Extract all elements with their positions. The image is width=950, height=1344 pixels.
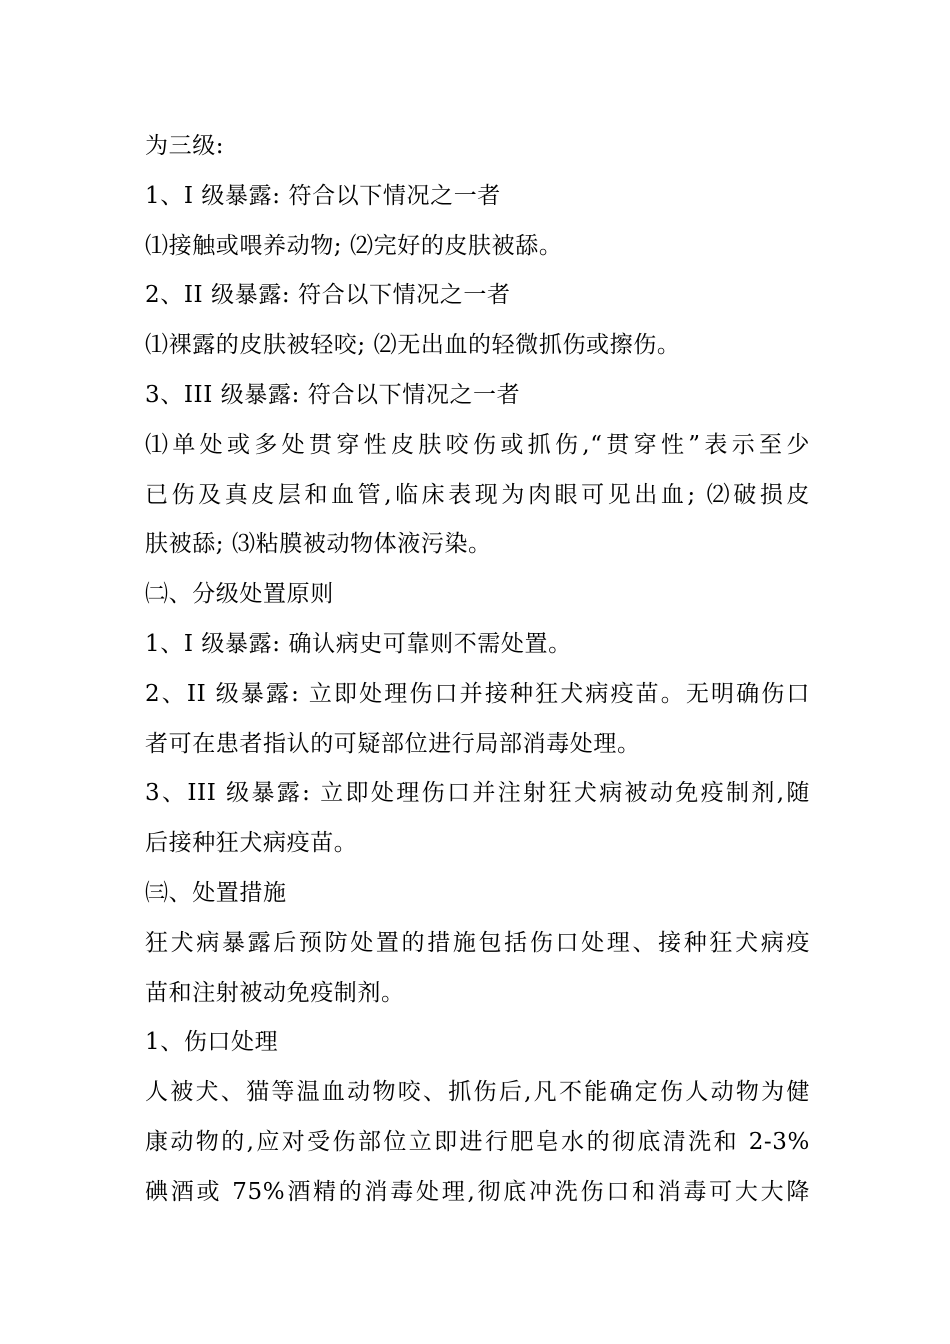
text-line: 人被犬、猫等温血动物咬、抓伤后,凡不能确定伤人动物为健 xyxy=(145,1079,810,1106)
text-line: 康动物的,应对受伤部位立即进行肥皂水的彻底清洗和 2-3% xyxy=(145,1128,810,1155)
text-line: 已伤及真皮层和血管,临床表现为肉眼可见出血; ⑵破损皮 xyxy=(145,481,810,508)
section-heading: 3、III 级暴露: 符合以下情况之一者 xyxy=(145,381,521,408)
document-body xyxy=(145,122,810,1218)
section-heading: 1、I 级暴露: 符合以下情况之一者 xyxy=(145,182,501,209)
text-line: 3、III 级暴露: 立即处理伤口并注射狂犬病被动免疫制剂,随 xyxy=(145,780,810,807)
text-line: 碘酒或 75%酒精的消毒处理,彻底冲洗伤口和消毒可大大降 xyxy=(145,1178,810,1205)
text-line: 1、I 级暴露: 确认病史可靠则不需处置。 xyxy=(145,630,572,657)
text-line: 狂犬病暴露后预防处置的措施包括伤口处理、接种狂犬病疫 xyxy=(145,929,810,956)
text-line: ⑴裸露的皮肤被轻咬; ⑵无出血的轻微抓伤或擦伤。 xyxy=(145,332,681,359)
text-line: ⑴接触或喂养动物; ⑵完好的皮肤被舔。 xyxy=(145,232,563,259)
section-heading: 1、伤口处理 xyxy=(145,1029,279,1056)
section-heading: ㈡、分级处置原则 xyxy=(145,581,334,608)
text-line: 为三级: xyxy=(145,133,225,159)
text-line: 后接种狂犬病疫苗。 xyxy=(145,830,358,857)
text-line: 2、II 级暴露: 立即处理伤口并接种狂犬病疫苗。无明确伤口 xyxy=(145,680,810,707)
text-line: ⑴单处或多处贯穿性皮肤咬伤或抓伤,“贯穿性”表示至少 xyxy=(145,431,810,458)
section-heading: ㈢、处置措施 xyxy=(145,879,287,906)
text-line: 苗和注射被动免疫制剂。 xyxy=(145,979,405,1006)
text-line: 肤被舔; ⑶粘膜被动物体液污染。 xyxy=(145,531,492,558)
section-heading: 2、II 级暴露: 符合以下情况之一者 xyxy=(145,282,511,309)
text-line: 者可在患者指认的可疑部位进行局部消毒处理。 xyxy=(145,730,641,757)
